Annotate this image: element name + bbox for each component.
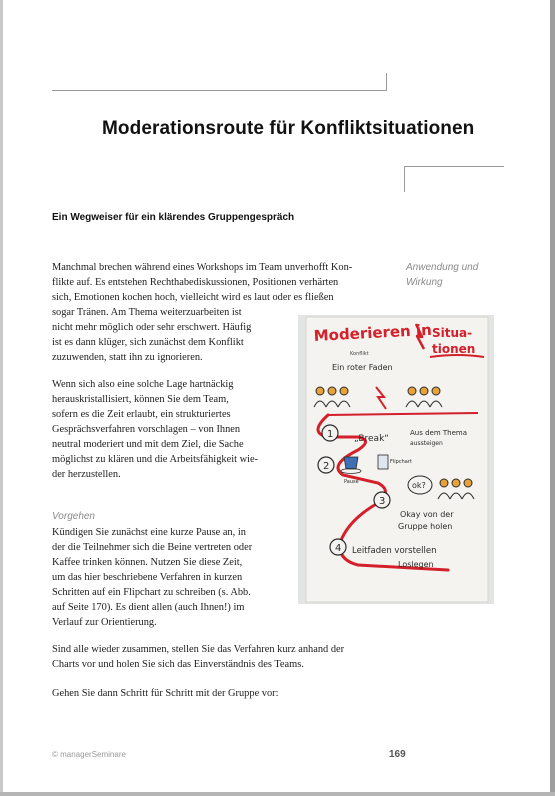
text-line: auf Seite 170). Es dient allen (auch Ihnen!) im [52, 602, 245, 613]
footer-copyright: © managerSeminare [52, 750, 126, 759]
flipchart-title-right-2: tionen [432, 342, 476, 356]
step-2-number: 2 [323, 461, 330, 472]
step-1-side-2: aussteigen [410, 440, 443, 447]
step-3-text-2: Gruppe holen [398, 522, 453, 531]
text-line: sofern es die Zeit erlaubt, ein strukturiertes [52, 409, 231, 420]
step-4-text: Leitfaden vorstellen [352, 546, 437, 556]
step-4-text-2: Loslegen [398, 560, 434, 569]
text-line: zuzuwenden, statt ihn zu ignorieren. [52, 352, 203, 363]
step-3-number: 3 [379, 496, 386, 507]
text-line: ist es dann klüger, sich zunächst dem Konflikt [52, 337, 244, 348]
text-line: Verlauf zur Orientierung. [52, 617, 157, 628]
text-line: Gesprächsverfahren vorschlagen – von Ihnen [52, 424, 241, 435]
page-number: 169 [389, 749, 406, 760]
top-rule-tick [386, 73, 387, 91]
page-title: Moderationsroute für Konfliktsituationen [102, 118, 475, 139]
text-line: Schritten auf ein Flipchart zu schreiben (s. Abb. [52, 587, 251, 598]
text-line: neutral moderiert und mit dem Ziel, die Sache [52, 439, 244, 450]
step-1-text: „Break“ [354, 434, 389, 444]
text-line: Charts vor und holen Sie sich das Einverständnis des Teams. [52, 659, 304, 670]
page-bottom-edge [0, 792, 555, 796]
text-line: nicht mehr möglich oder sehr erschwert. Häufig [52, 322, 252, 333]
paragraph-steps [52, 686, 279, 701]
page-subtitle: Ein Wegweiser für ein klärendes Gruppengespräch [52, 212, 295, 223]
margin-rule-tick [404, 166, 405, 192]
step-3-text-1: Okay von der [400, 510, 454, 519]
top-rule [52, 90, 387, 91]
text-line: Sind alle wieder zusammen, stellen Sie das Verfahren kurz anhand der [52, 644, 345, 655]
text-line: um das hier beschriebene Verfahren in kurzen [52, 572, 243, 583]
flipchart-title-left: Moderieren in [313, 320, 433, 345]
page-right-edge [550, 0, 555, 796]
flipchart-easel-icon [378, 455, 388, 469]
text-line: Manchmal brechen während eines Workshops im Team unverhofft Kon- [52, 262, 353, 273]
flipchart-photo [298, 315, 494, 604]
text-line: möglichst zu klären und die Arbeitsfähigkeit wie- [52, 454, 259, 465]
margin-note-line: Anwendung und [406, 262, 479, 273]
flipchart-title-right-1: Situa- [432, 326, 473, 340]
page-left-edge [0, 0, 3, 796]
text-line: Kündigen Sie zunächst eine kurze Pause an, in [52, 527, 246, 538]
step-1-number: 1 [327, 429, 334, 440]
text-line: Kaffee trinken können. Nutzen Sie diese Zeit, [52, 557, 243, 568]
step-1-side: Aus dem Thema [410, 429, 468, 437]
flipchart-illustration [298, 315, 494, 604]
paragraph-procedure [52, 525, 252, 630]
paragraph-consent [52, 642, 344, 672]
step-2-small: Flipchart [390, 459, 412, 465]
paragraph-situation [52, 377, 258, 482]
margin-rule [404, 166, 504, 167]
section-heading-vorgehen: Vorgehen [52, 511, 95, 522]
step-2-label: Pause [344, 479, 359, 485]
step-3-bubble: ok? [412, 481, 426, 490]
flipchart-small-label: Konflikt [350, 351, 369, 357]
text-line: der die Teilnehmer sich die Beine vertreten oder [52, 542, 253, 553]
text-line: der herzustellen. [52, 469, 121, 480]
step-4-number: 4 [335, 543, 342, 554]
text-line: Gehen Sie dann Schritt für Schritt mit der Gruppe vor: [52, 688, 279, 699]
text-line: flikte auf. Es entstehen Rechthabediskussionen, Positionen verhärten [52, 277, 339, 288]
text-line: sich, Emotionen kochen hoch, vielleicht wird es laut oder es fließen [52, 292, 334, 303]
text-line: sogar Tränen. Am Thema weiterzuarbeiten ist [52, 307, 242, 318]
text-line: herauskristallisiert, können Sie dem Team, [52, 394, 229, 405]
margin-note-line: Wirkung [406, 277, 443, 288]
text-line: Wenn sich also eine solche Lage hartnäckig [52, 379, 234, 390]
flipchart-subtitle: Ein roter Faden [332, 363, 393, 372]
margin-note [406, 260, 516, 290]
